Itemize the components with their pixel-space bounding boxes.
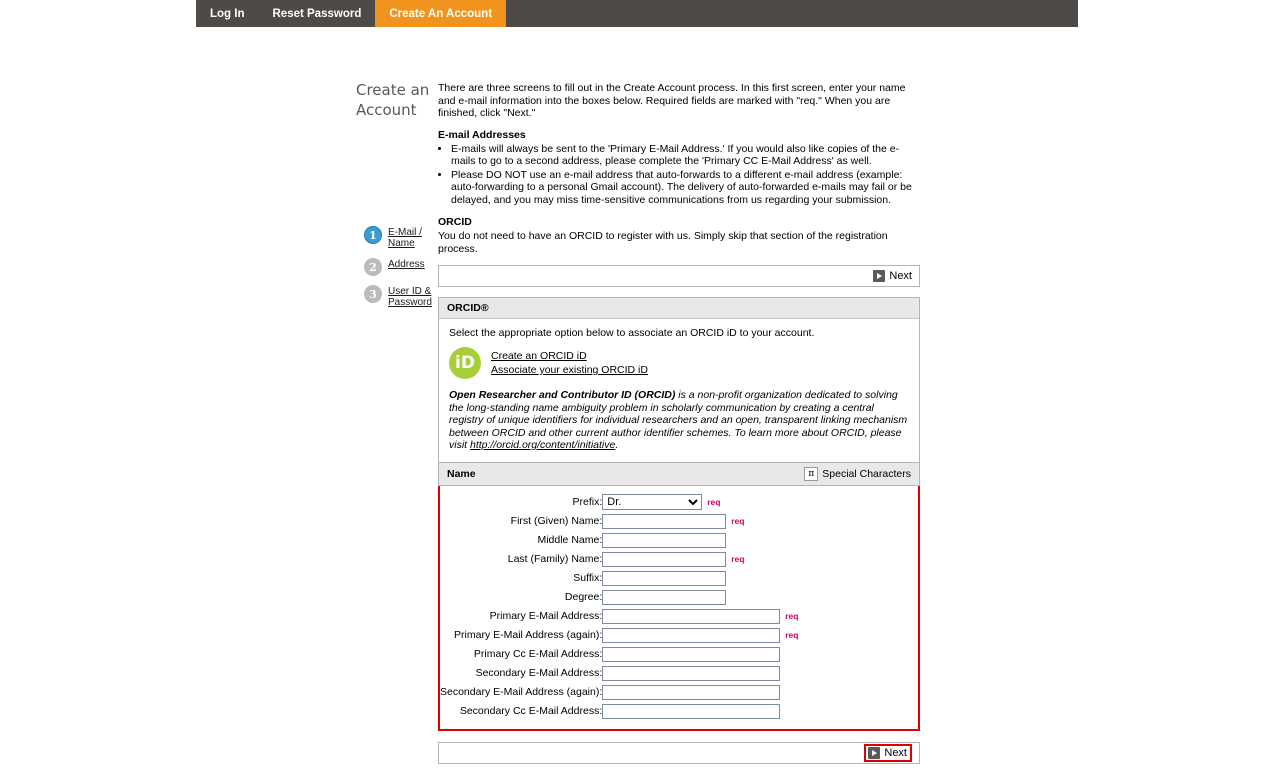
prefix-required-marker: req [707,496,721,507]
secondary-cc-email-input[interactable] [602,704,780,719]
name-panel-title: Name [447,467,476,480]
orcid-description [449,389,909,452]
orcid-initiative-link[interactable]: http://orcid.org/content/initiative [470,439,616,451]
last-name-label: Last (Family) Name: [507,553,603,565]
first-name-field-cell [602,512,918,531]
form-row-last-name [440,550,918,569]
last-name-input[interactable] [602,552,726,567]
secondary-email-label: Secondary E-Mail Address: [475,667,603,679]
next-arrow-icon [868,747,880,759]
primary-email-again-label: Primary E-Mail Address (again): [454,629,603,641]
form-row-suffix [440,569,918,588]
next-button-top-label: Next [889,270,912,282]
next-arrow-icon [873,270,885,282]
nav-tab-log-in[interactable] [196,0,259,27]
form-row-middle-name [440,531,918,550]
primary-cc-email-field-cell [602,645,918,664]
nav-tab-reset-password-label: Reset Password [272,7,362,20]
secondary-cc-email-field-cell [602,702,918,721]
orcid-links [491,349,648,377]
name-form-table [440,492,918,721]
create-orcid-id-link[interactable]: Create an ORCID iD [491,350,587,362]
primary-email-input[interactable] [602,609,780,624]
special-characters-label: Special Characters [822,467,911,480]
form-row-first-name [440,512,918,531]
page-title: Create an Account [356,81,430,120]
last-name-required-marker: req [731,554,745,565]
suffix-input[interactable] [602,571,726,586]
first-name-input[interactable] [602,514,726,529]
secondary-cc-email-label: Secondary Cc E-Mail Address: [459,705,603,717]
orcid-logo-icon: iD [449,347,481,379]
orcid-description-tail: . [615,439,619,451]
middle-name-input[interactable] [602,533,726,548]
nav-tab-reset-password[interactable] [259,0,376,27]
nav-tab-log-in-label: Log In [210,7,245,20]
primary-cc-email-label: Primary Cc E-Mail Address: [473,648,603,660]
orcid-panel-header [439,298,919,319]
step-3-number: 3 [364,285,382,303]
next-button-top[interactable] [873,270,912,282]
form-row-secondary-email-again [440,683,918,702]
orcid-description-text: is a non-profit organization dedicated to solving the long-standing name ambiguity problem in scholarly communication by creating a central registry of unique identifiers for individual researchers and an open, transparent linking mechanism between ORCID and other current author identifier schemes. To learn more about ORCID, please visit [449,389,908,451]
middle-name-label: Middle Name: [537,534,603,546]
form-row-degree [440,588,918,607]
next-button-bottom[interactable] [864,744,912,762]
form-row-primary-email [440,607,918,626]
degree-label: Degree: [564,591,603,603]
orcid-panel-body [439,319,919,462]
suffix-label: Suffix: [573,572,603,584]
special-characters-button[interactable] [804,467,911,481]
step-1-number: 1 [364,226,382,244]
first-name-label: First (Given) Name: [510,515,603,527]
secondary-email-input[interactable] [602,666,780,681]
primary-email-label: Primary E-Mail Address: [489,610,603,622]
form-row-secondary-cc-email [440,702,918,721]
step-2-label[interactable]: Address [388,259,425,270]
nav-tab-create-an-account[interactable] [375,0,506,27]
middle-name-field-cell [602,531,918,550]
form-row-secondary-email [440,664,918,683]
top-next-bar [438,265,920,287]
bottom-next-bar [438,742,920,764]
next-button-bottom-label: Next [884,746,907,759]
step-2-address[interactable] [364,258,444,276]
email-instruction-item: • E-mails will always be sent to the 'Primary E-Mail Address.' If you would also like copies of the e-mails to go to a second address, please complete the 'Primary CC E-Mail Address' as well. [451,143,920,168]
main-content [438,82,920,774]
primary-cc-email-input[interactable] [602,647,780,662]
nav-tab-create-an-account-label: Create An Account [389,7,493,20]
orcid-panel [438,297,920,463]
top-navigation-bar [196,0,1078,27]
primary-email-field-cell [602,607,918,626]
pi-icon: π [804,467,818,481]
primary-email-again-required-marker: req [785,630,799,641]
form-row-primary-cc-email [440,645,918,664]
prefix-select[interactable] [602,494,702,510]
step-3-label[interactable]: User ID & Password [388,286,432,308]
form-row-primary-email-again [440,626,918,645]
email-instructions-list [438,143,920,207]
step-3-user-id-password[interactable] [364,285,444,308]
orcid-panel-title: ORCID® [447,302,489,314]
step-1-email-name[interactable] [364,226,444,249]
form-row-prefix [440,492,918,512]
secondary-email-field-cell [602,664,918,683]
orcid-links-row [449,347,909,379]
prefix-field-cell [602,492,918,512]
orcid-instruction: Select the appropriate option below to associate an ORCID iD to your account. [449,327,815,339]
primary-email-required-marker: req [785,611,799,622]
secondary-email-again-label: Secondary E-Mail Address (again): [440,686,603,698]
email-addresses-heading: E-mail Addresses [438,128,526,141]
primary-email-again-input[interactable] [602,628,780,643]
associate-existing-orcid-id-link[interactable]: Associate your existing ORCID iD [491,364,648,376]
degree-input[interactable] [602,590,726,605]
step-1-label[interactable]: E-Mail / Name [388,227,422,249]
secondary-email-again-input[interactable] [602,685,780,700]
orcid-heading: ORCID [438,216,472,228]
secondary-email-again-field-cell [602,683,918,702]
orcid-note: You do not need to have an ORCID to register with us. Simply skip that section of the registration process. [438,230,888,255]
last-name-field-cell [602,550,918,569]
name-form-container [438,486,920,731]
primary-email-again-field-cell [602,626,918,645]
orcid-description-bold: Open Researcher and Contributor ID (ORCID) [449,389,676,401]
intro-paragraph: There are three screens to fill out in the Create Account process. In this first screen, enter your name and e-mail information into the boxes below. Required fields are marked with "req." When you are finished, click "Next." [438,82,906,119]
degree-field-cell [602,588,918,607]
prefix-label: Prefix: [572,495,603,508]
step-indicator [364,226,444,317]
name-panel-header [438,463,920,486]
suffix-field-cell [602,569,918,588]
email-instruction-item: • Please DO NOT use an e-mail address that auto-forwards to a different e-mail address (example: auto-forwarding to a personal Gmail account). The delivery of auto-forwarded e-mails may fail or be delayed, and you may miss time-sensitive communications from us regarding your submission. [451,169,920,207]
first-name-required-marker: req [731,516,745,527]
step-2-number: 2 [364,258,382,276]
